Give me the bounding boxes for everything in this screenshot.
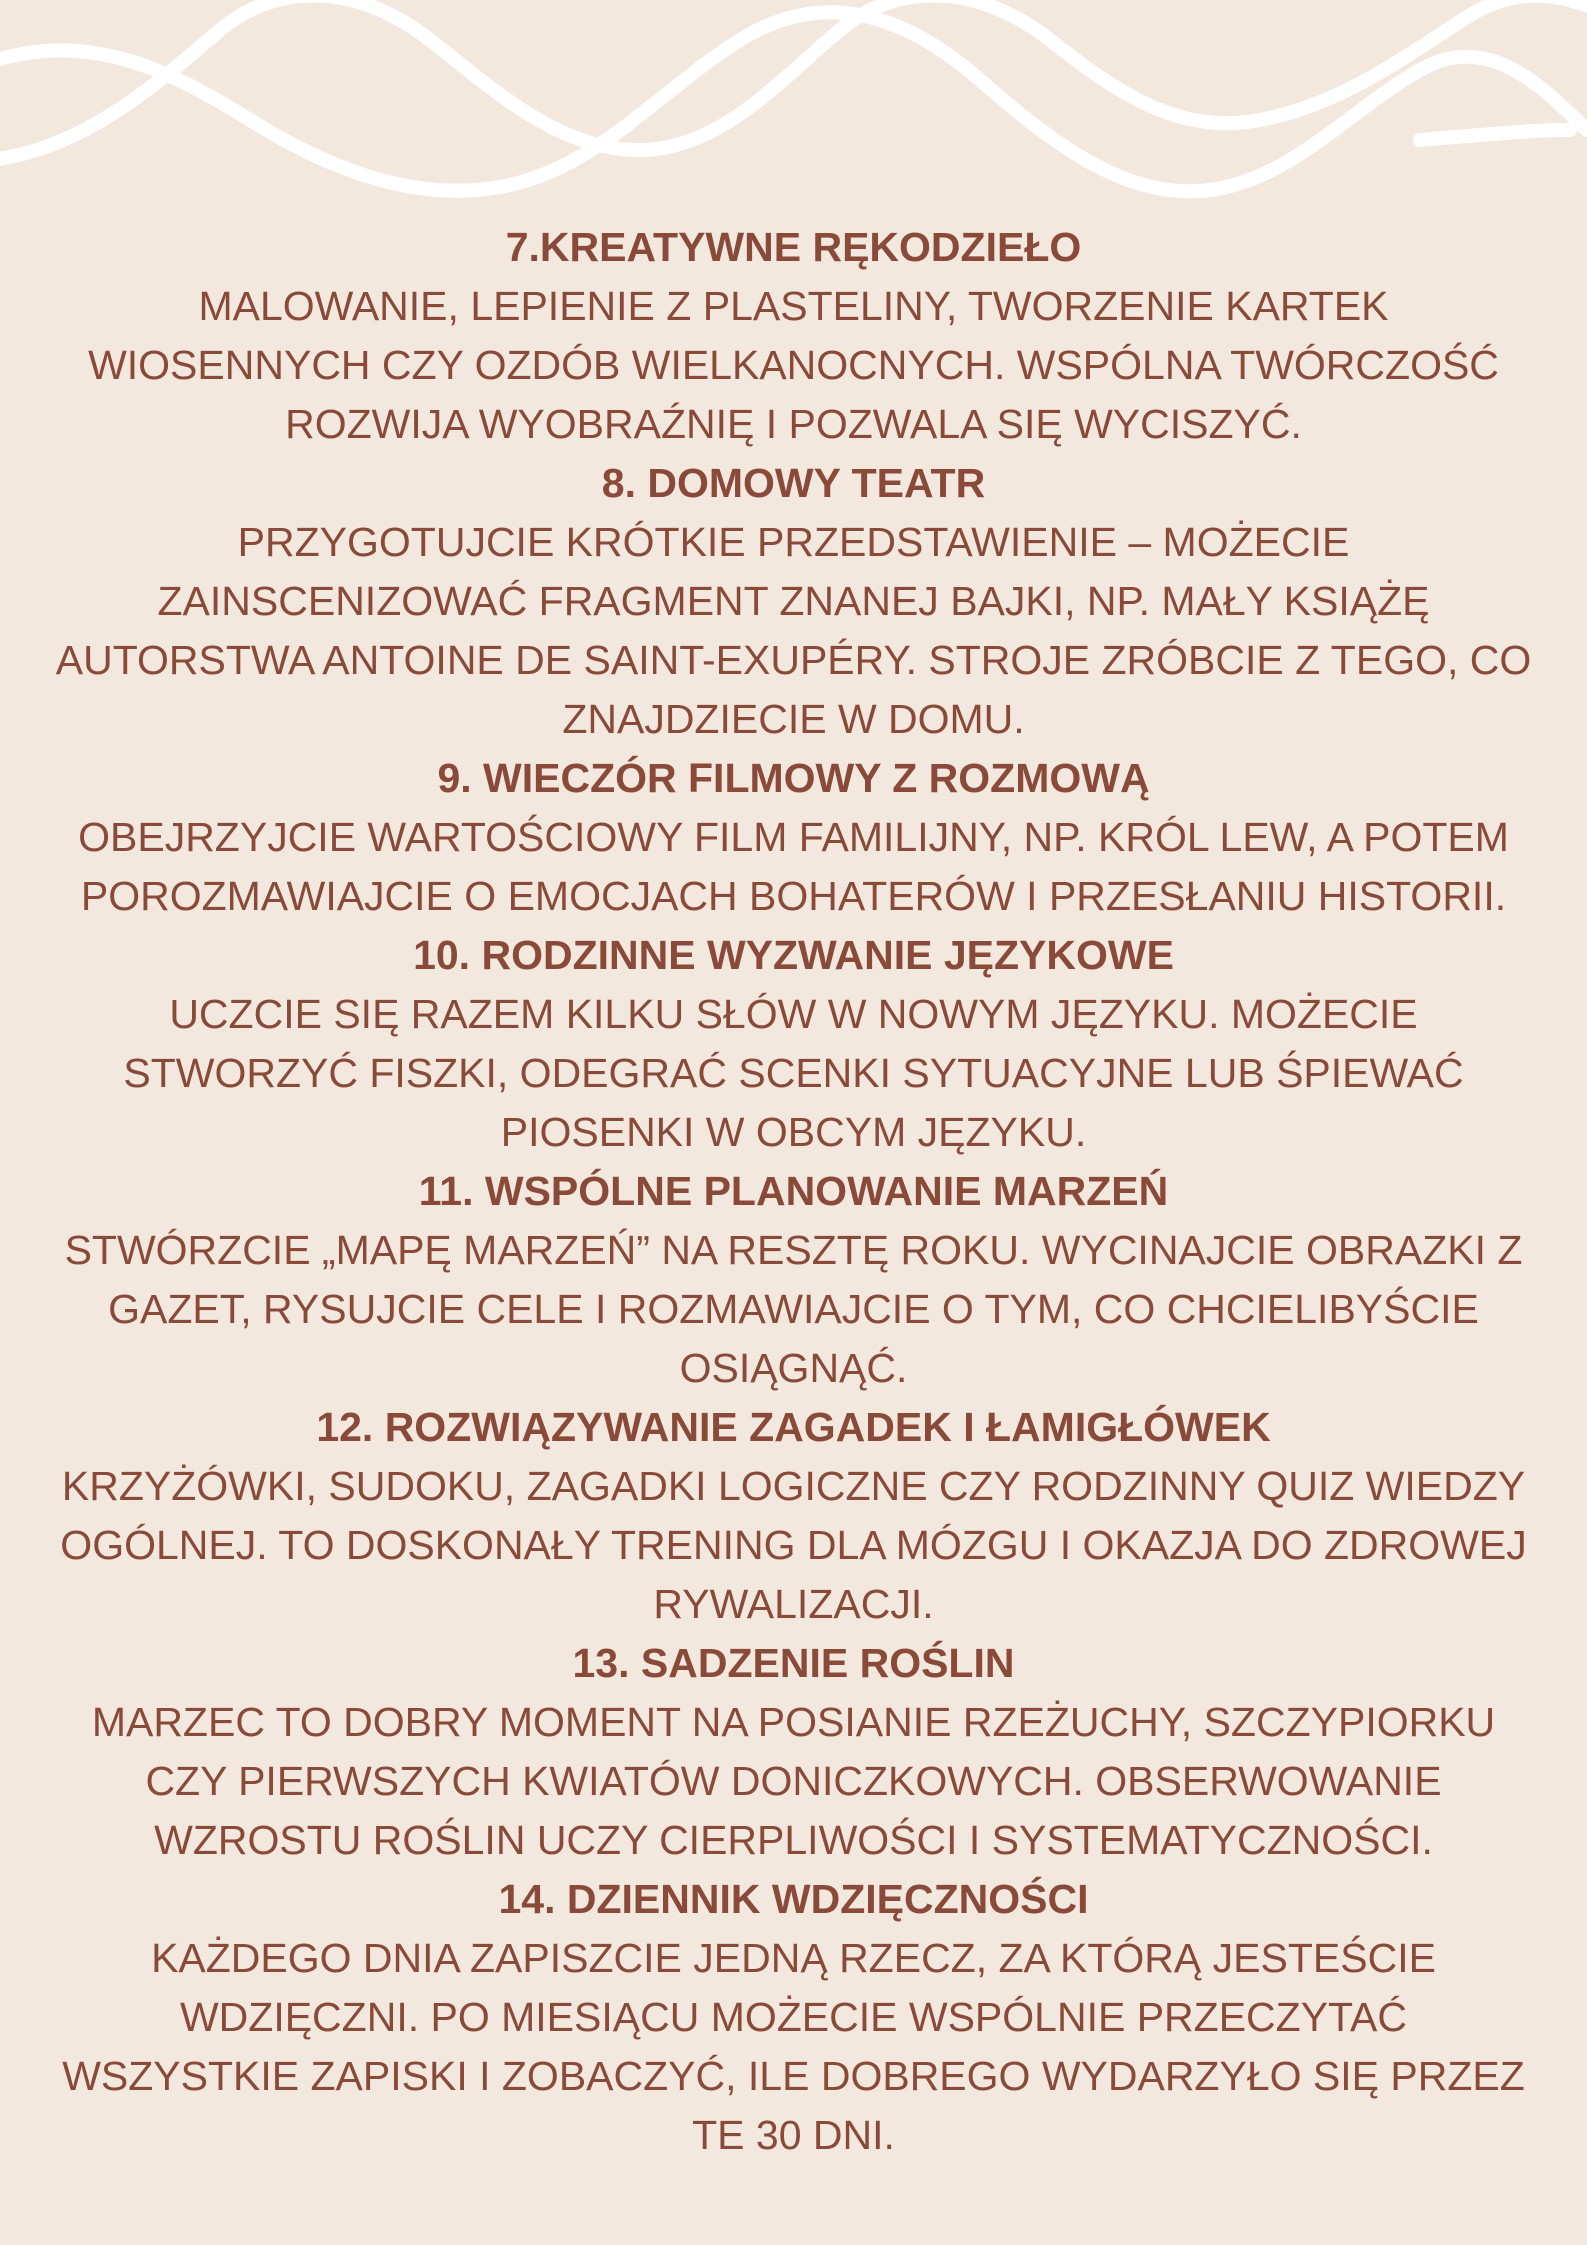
- section-title: 8. DOMOWY TEATR: [601, 460, 986, 506]
- section-body: PRZYGOTUJCIE KRÓTKIE PRZEDSTAWIENIE – MOŻECIE ZAINSCENIZOWAĆ FRAGMENT ZNANEJ BAJKI, NP. MAŁY KSIĄŻĘ AUTORSTWA ANTOINE DE SAINT-EXUPÉRY. STROJE ZRÓBCIE Z TEGO, CO ZNAJDZIECIE W DOMU.: [55, 519, 1532, 742]
- section-7: [40, 218, 1547, 454]
- section-11: [40, 1162, 1547, 1398]
- decorative-waves: [0, 0, 1587, 230]
- section-10: [40, 926, 1547, 1162]
- section-13: [40, 1634, 1547, 1870]
- section-9: [40, 749, 1547, 926]
- section-title: 10. RODZINNE WYZWANIE JĘZYKOWE: [413, 932, 1174, 978]
- section-body: STWÓRZCIE „MAPĘ MARZEŃ” NA RESZTĘ ROKU. WYCINAJCIE OBRAZKI Z GAZET, RYSUJCIE CELE I ROZMAWIAJCIE O TYM, CO CHCIELIBYŚCIE OSIĄGNĄĆ.: [64, 1227, 1523, 1391]
- section-12: [40, 1398, 1547, 1634]
- section-body: MALOWANIE, LEPIENIE Z PLASTELINY, TWORZENIE KARTEK WIOSENNYCH CZY OZDÓB WIELKANOCNYCH. WSPÓLNA TWÓRCZOŚĆ ROZWIJA WYOBRAŹNIĘ I POZWALA SIĘ WYCISZYĆ.: [88, 283, 1499, 447]
- activities-list: [40, 218, 1547, 2165]
- section-body: MARZEC TO DOBRY MOMENT NA POSIANIE RZEŻUCHY, SZCZYPIORKU CZY PIERWSZYCH KWIATÓW DONICZKOWYCH. OBSERWOWANIE WZROSTU ROŚLIN UCZY CIERPLIWOŚCI I SYSTEMATYCZNOŚCI.: [91, 1699, 1496, 1863]
- section-title: 13. SADZENIE ROŚLIN: [572, 1640, 1015, 1686]
- section-title: 12. ROZWIĄZYWANIE ZAGADEK I ŁAMIGŁÓWEK: [316, 1404, 1271, 1450]
- section-body: UCZCIE SIĘ RAZEM KILKU SŁÓW W NOWYM JĘZYKU. MOŻECIE STWORZYĆ FISZKI, ODEGRAĆ SCENKI SYTUACYJNE LUB ŚPIEWAĆ PIOSENKI W OBCYM JĘZYKU.: [123, 991, 1464, 1155]
- section-title: 7.KREATYWNE RĘKODZIEŁO: [505, 224, 1082, 270]
- section-title: 14. DZIENNIK WDZIĘCZNOŚCI: [498, 1876, 1089, 1922]
- section-title: 11. WSPÓLNE PLANOWANIE MARZEŃ: [418, 1168, 1169, 1214]
- section-body: OBEJRZYJCIE WARTOŚCIOWY FILM FAMILIJNY, NP. KRÓL LEW, A POTEM POROZMAWIAJCIE O EMOCJACH BOHATERÓW I PRZESŁANIU HISTORII.: [78, 814, 1509, 919]
- section-body: KAŻDEGO DNIA ZAPISZCIE JEDNĄ RZECZ, ZA KTÓRĄ JESTEŚCIE WDZIĘCZNI. PO MIESIĄCU MOŻECIE WSPÓLNIE PRZECZYTAĆ WSZYSTKIE ZAPISKI I ZOBACZYĆ, ILE DOBREGO WYDARZYŁO SIĘ PRZEZ TE 30 DNI.: [62, 1935, 1525, 2158]
- section-body: KRZYŻÓWKI, SUDOKU, ZAGADKI LOGICZNE CZY RODZINNY QUIZ WIEDZY OGÓLNEJ. TO DOSKONAŁY TRENING DLA MÓZGU I OKAZJA DO ZDROWEJ RYWALIZACJI.: [60, 1463, 1527, 1627]
- section-14: [40, 1870, 1547, 2165]
- section-title: 9. WIECZÓR FILMOWY Z ROZMOWĄ: [437, 755, 1150, 801]
- section-8: [40, 454, 1547, 749]
